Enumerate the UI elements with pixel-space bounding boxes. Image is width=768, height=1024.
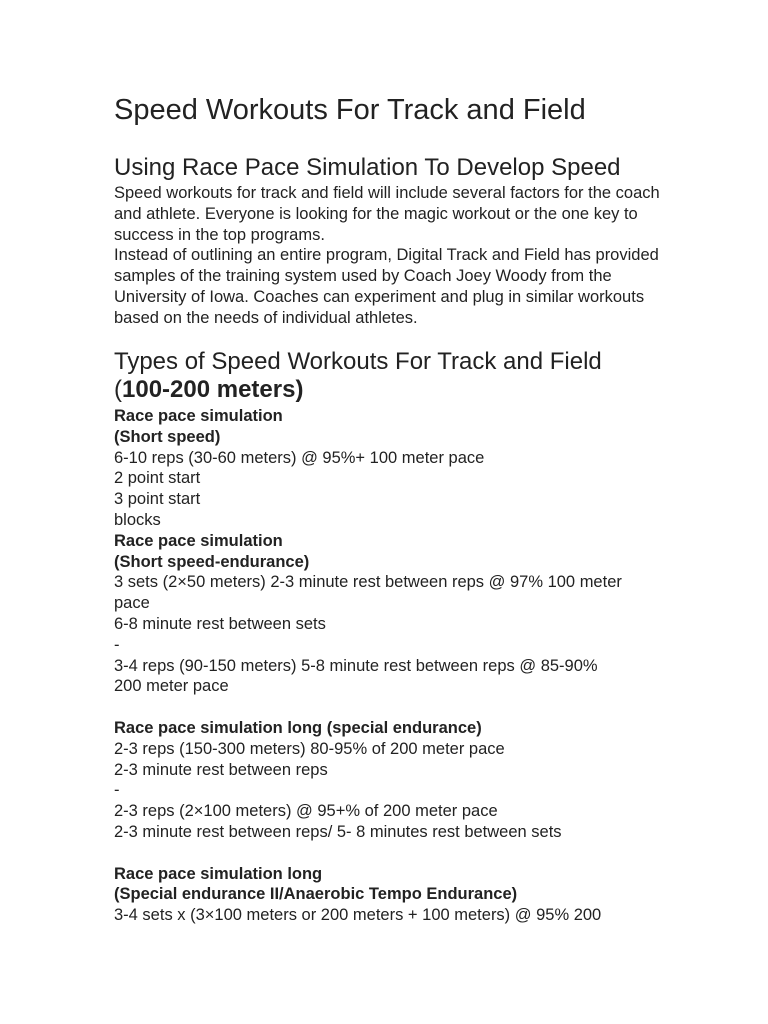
workout-heading: (Short speed-endurance) — [114, 552, 310, 571]
workout-heading: Race pace simulation long (special endurance) — [114, 718, 482, 737]
workout-heading: Race pace simulation — [114, 407, 283, 425]
intro-text — [114, 183, 684, 329]
workout-line: 2-3 minute rest between reps/ 5- 8 minutes rest between sets — [114, 822, 562, 841]
workout-line: 3 sets (2×50 meters) 2-3 minute rest between reps @ 97% 100 meter — [114, 573, 622, 592]
workout-line: 200 meter pace — [114, 677, 229, 696]
workout-line: 2-3 reps (2×100 meters) @ 95+% of 200 meter pace — [114, 802, 498, 821]
workout-line: - — [114, 635, 120, 654]
types-heading-line1: Types of Speed Workouts For Track and Field — [114, 348, 602, 375]
workout-heading: (Short speed) — [114, 427, 221, 446]
types-heading-range: 100-200 meters) — [122, 376, 304, 403]
workout-line — [114, 843, 684, 864]
workout-line: 3 point start — [114, 490, 201, 509]
workout-line: 3-4 reps (90-150 meters) 5-8 minute rest between reps @ 85-90% — [114, 656, 598, 675]
workout-line: 2-3 reps (150-300 meters) 80-95% of 200 meter pace — [114, 739, 505, 758]
page-title: Speed Workouts For Track and Field — [114, 94, 586, 126]
types-heading — [114, 348, 602, 404]
workout-line — [114, 697, 684, 718]
workout-line: 3-4 sets x (3×100 meters or 200 meters + 100 meters) @ 95% 200 — [114, 906, 602, 925]
workout-line: pace — [114, 594, 150, 613]
workout-line: 6-10 reps (30-60 meters) @ 95%+ 100 meter pace — [114, 448, 485, 467]
workout-heading: (Special endurance II/Anaerobic Tempo Endurance) — [114, 885, 518, 904]
workout-line: 2-3 minute rest between reps — [114, 760, 328, 779]
intro-paragraph: Instead of outlining an entire program, Digital Track and Field has provided samples of the training system used by Coach Joey Woody from the University of Iowa. Coaches can experiment and plug in similar workouts based on the needs of individual athletes. — [114, 246, 659, 327]
workout-line: - — [114, 781, 120, 800]
intro-paragraph: Speed workouts for track and field will include several factors for the coach and athlete. Everyone is looking for the magic workout or the one key to success in the top programs. — [114, 184, 660, 244]
workout-line: 6-8 minute rest between sets — [114, 614, 326, 633]
types-heading-paren: ( — [114, 376, 122, 403]
workout-line: blocks — [114, 510, 161, 529]
workout-heading: Race pace simulation — [114, 531, 283, 550]
workout-list — [114, 406, 684, 926]
section-subtitle: Using Race Pace Simulation To Develop Speed — [114, 154, 621, 181]
workout-heading: Race pace simulation long — [114, 864, 323, 883]
workout-line: 2 point start — [114, 469, 201, 488]
